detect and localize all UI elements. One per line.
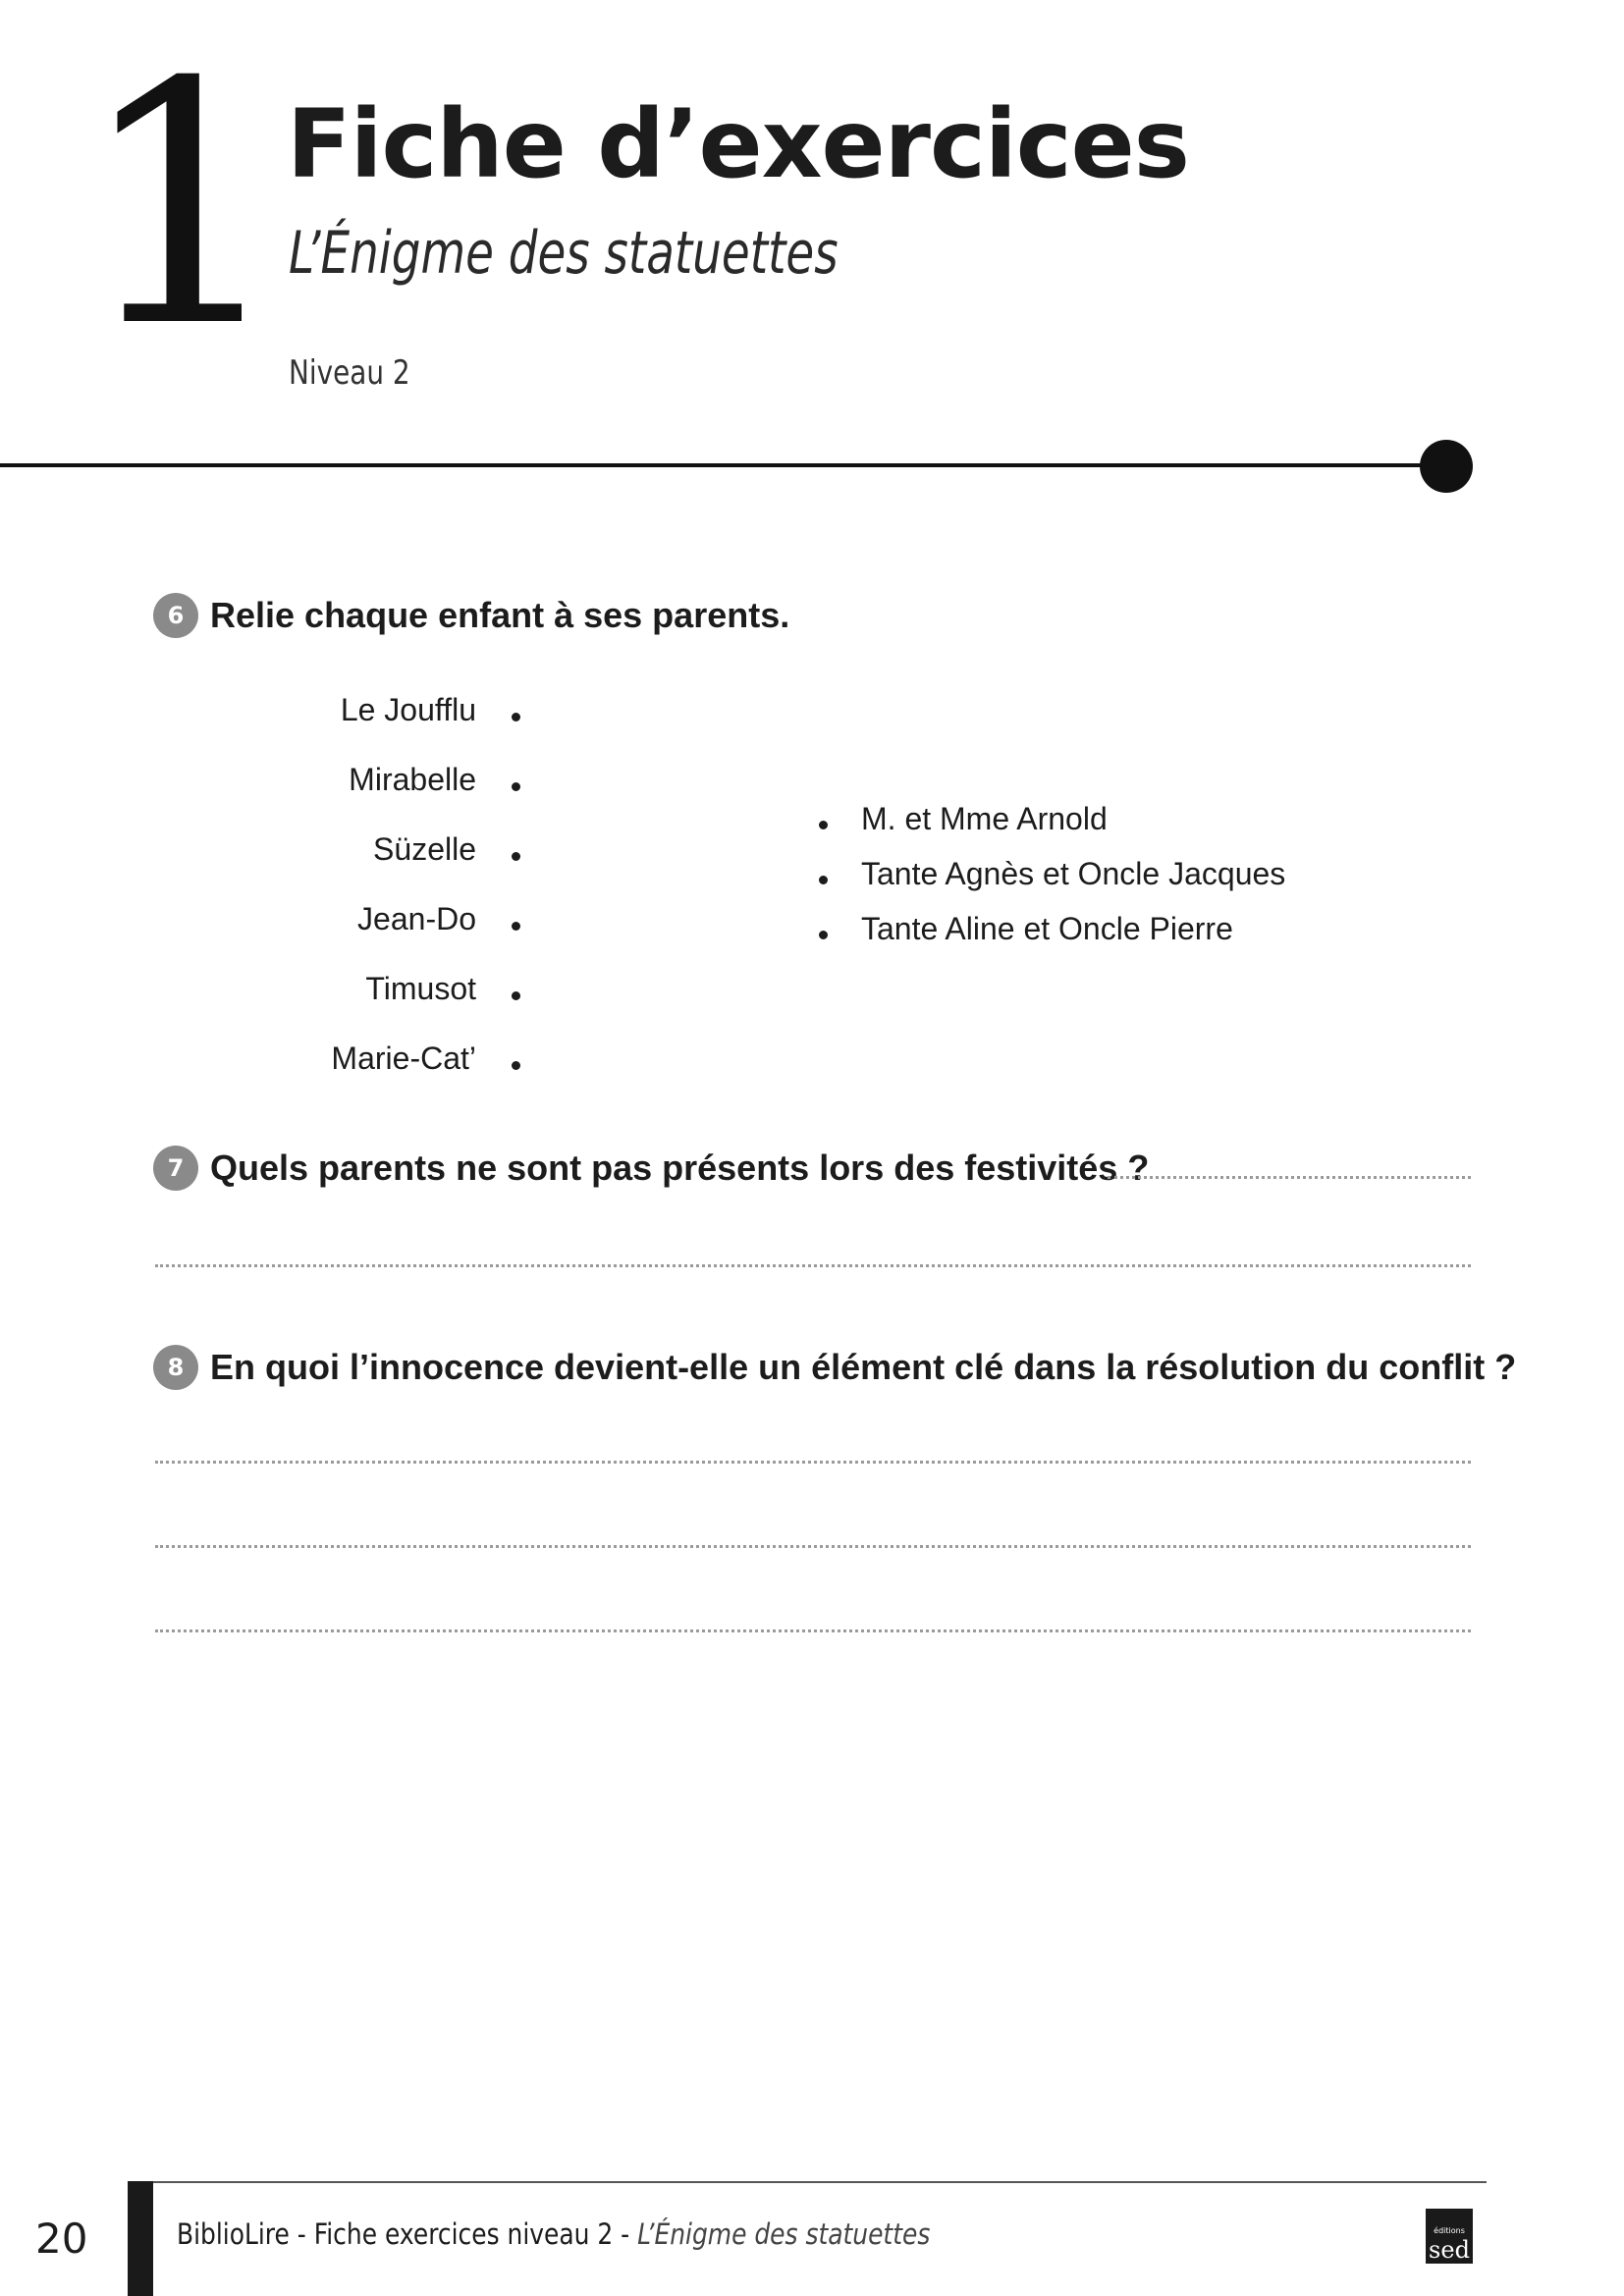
- child-name: Marie-Cat’: [331, 1041, 476, 1076]
- header-rule-dot: [1420, 440, 1473, 493]
- page-number: 20: [35, 2215, 88, 2263]
- footer-bar: [128, 2181, 153, 2296]
- parent-item: [819, 901, 1285, 956]
- connector-dot[interactable]: [512, 991, 520, 1000]
- child-item: [196, 954, 520, 1024]
- child-name: Süzelle: [373, 831, 476, 867]
- connector-dot[interactable]: [512, 852, 520, 861]
- child-item: [196, 675, 520, 745]
- connector-dot[interactable]: [512, 782, 520, 791]
- answer-line[interactable]: [155, 1629, 1471, 1632]
- answer-line[interactable]: [155, 1545, 1471, 1548]
- parent-name: Tante Aline et Oncle Pierre: [861, 910, 1233, 946]
- chapter-number: 1: [77, 12, 280, 400]
- question-7-header: [153, 1146, 1149, 1191]
- question-6-text: Relie chaque enfant à ses parents.: [210, 595, 790, 635]
- children-list: [196, 675, 520, 1094]
- level-label: Niveau 2: [289, 353, 410, 393]
- child-item: [196, 815, 520, 884]
- connector-dot[interactable]: [512, 1061, 520, 1070]
- footer-book-title: L’Énigme des statuettes: [637, 2217, 931, 2251]
- logo-caption: éditions: [1434, 2226, 1465, 2235]
- parents-list: [819, 791, 1285, 956]
- answer-line[interactable]: [155, 1461, 1471, 1464]
- child-name: Mirabelle: [349, 762, 476, 797]
- child-item: [196, 1024, 520, 1094]
- child-name: Jean-Do: [357, 901, 476, 936]
- page-subtitle: L’Énigme des statuettes: [289, 219, 839, 288]
- header-rule: [0, 463, 1443, 467]
- question-number-badge: 7: [153, 1146, 198, 1191]
- question-8-text: En quoi l’innocence devient-elle un élément clé dans la résolution du conflit ?: [210, 1347, 1517, 1387]
- connector-dot[interactable]: [819, 821, 828, 829]
- child-name: Le Joufflu: [340, 692, 476, 727]
- answer-line[interactable]: [155, 1264, 1471, 1267]
- connector-dot[interactable]: [512, 713, 520, 721]
- parent-name: M. et Mme Arnold: [861, 800, 1108, 836]
- child-item: [196, 884, 520, 954]
- child-item: [196, 745, 520, 815]
- question-number-badge: 8: [153, 1345, 198, 1390]
- footer-series: BiblioLire - Fiche exercices niveau 2 -: [177, 2217, 638, 2251]
- question-6-header: [153, 593, 789, 638]
- logo-brand: sed: [1429, 2236, 1470, 2264]
- page-title: Fiche d’exercices: [287, 89, 1189, 199]
- footer-rule: [153, 2181, 1487, 2183]
- publisher-logo: [1426, 2209, 1473, 2264]
- parent-item: [819, 846, 1285, 901]
- question-7-text: Quels parents ne sont pas présents lors des festivités ?: [210, 1148, 1150, 1188]
- footer-caption: [177, 2215, 930, 2254]
- connector-dot[interactable]: [512, 922, 520, 931]
- question-8-header: [153, 1345, 1516, 1390]
- question-number-badge: 6: [153, 593, 198, 638]
- answer-line[interactable]: [1108, 1176, 1471, 1179]
- parent-name: Tante Agnès et Oncle Jacques: [861, 855, 1286, 891]
- connector-dot[interactable]: [819, 876, 828, 884]
- parent-item: [819, 791, 1285, 846]
- child-name: Timusot: [365, 971, 476, 1006]
- connector-dot[interactable]: [819, 931, 828, 939]
